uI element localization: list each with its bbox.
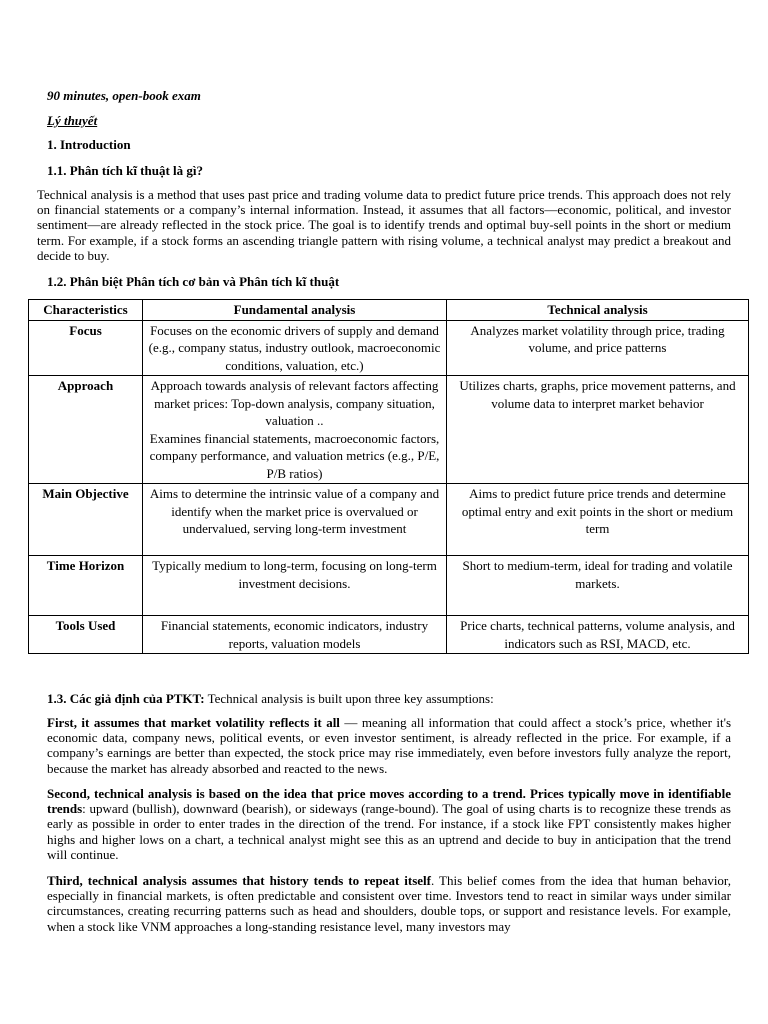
section-1-1-heading: 1.1. Phân tích kĩ thuật là gì? [47, 163, 204, 178]
fundamental-cell [143, 376, 447, 484]
section-1-3-heading-bold: 1.3. Các giả định của PTKT: [47, 691, 205, 706]
assumption-first-lead: First, it assumes that market volatility reflects it all [47, 715, 340, 730]
technical-cell: Utilizes charts, graphs, price movement patterns, and volume data to interpret market behavior [447, 376, 749, 484]
fundamental-approach-text: Approach towards analysis of relevant factors affecting market prices: Top-down analysis, company situation, valuation .. [150, 378, 439, 428]
column-header: Characteristics [29, 300, 143, 321]
intro-heading: 1. Introduction [47, 137, 131, 152]
assumption-third-body: . This belief comes from the idea that human behavior, especially in financial markets, is often predictable and consistent over time. Investors tend to react in similar ways under similar circumstances, creating recurring patterns such as head and shoulders, double tops, or support and resistance levels. For example, when a stock like VNM approaches a long-standing resistance level, many investors may [47, 873, 731, 934]
technical-cell: Analyzes market volatility through price, trading volume, and price patterns [447, 320, 749, 376]
theory-label: Lý thuyết [47, 113, 98, 128]
assumption-first-body: — meaning all information that could affect a stock’s price, whether it's economic data, company news, political events, or even investor sentiment, is already reflected in the price. For example, if a company’s earnings are better than expected, the stock price may rise immediately, even before investors fully analyze the report, because the market has already absorbed and reacted to the news. [47, 715, 731, 776]
table-row [29, 484, 749, 556]
section-1-1-paragraph: Technical analysis is a method that uses past price and trading volume data to predict future price trends. This approach does not rely on financial statements or a company’s internal information. Instead, it assumes that all factors—economic, political, and investor sentiment—are already reflected in the stock price. The goal is to identify trends and optimal buy-sell points in the short or medium term. For example, if a stock forms an ascending triangle pattern with rising volume, a technical analyst may predict a breakout and decide to buy. [37, 187, 731, 263]
column-header: Fundamental analysis [143, 300, 447, 321]
column-header: Technical analysis [447, 300, 749, 321]
section-1-2-heading: 1.2. Phân biệt Phân tích cơ bản và Phân tích kĩ thuật [47, 274, 340, 289]
table-row [29, 376, 749, 484]
fundamental-cell: Focuses on the economic drivers of supply and demand (e.g., company status, industry outlook, macroeconomic conditions, valuation, etc.) [143, 320, 447, 376]
characteristic-cell: Approach [29, 376, 143, 484]
technical-cell: Price charts, technical patterns, volume analysis, and indicators such as RSI, MACD, etc. [447, 616, 749, 654]
assumption-third-paragraph [47, 873, 731, 934]
fundamental-approach-extra: Examines financial statements, macroeconomic factors, company performance, and valuation metrics (e.g., P/E, P/B ratios) [149, 430, 440, 481]
assumption-third-lead: Third, technical analysis assumes that history tends to repeat itself [47, 873, 432, 888]
characteristic-cell: Time Horizon [29, 556, 143, 616]
section-1-3-heading [47, 691, 494, 707]
assumption-second-paragraph [47, 786, 731, 862]
exam-note: 90 minutes, open-book exam [47, 88, 201, 103]
assumption-second-body: : upward (bullish), downward (bearish), or sideways (range-bound). The goal of using charts is to recognize these trends as early as possible in order to enter trades in the direction of the trend. For instance, if a stock like FPT consistently makes higher highs and higher lows on a chart, a technical analyst might see this as an uptrend and decide to buy in anticipation that the trend will continue. [47, 801, 731, 862]
table-header-row [29, 300, 749, 321]
table-row [29, 556, 749, 616]
table-row [29, 320, 749, 376]
characteristic-cell: Tools Used [29, 616, 143, 654]
assumption-first-paragraph [47, 715, 731, 776]
comparison-table [28, 299, 749, 654]
technical-cell: Short to medium-term, ideal for trading and volatile markets. [447, 556, 749, 616]
fundamental-cell: Financial statements, economic indicators, industry reports, valuation models [143, 616, 447, 654]
assumption-second-lead: Second, technical analysis is based on the idea that price moves according to a trend. Prices typically move in identifiable trends [47, 786, 731, 817]
section-1-3-heading-rest: Technical analysis is built upon three key assumptions: [204, 691, 494, 706]
table-row [29, 616, 749, 654]
technical-cell: Aims to predict future price trends and determine optimal entry and exit points in the short or medium term [447, 484, 749, 556]
characteristic-cell: Focus [29, 320, 143, 376]
characteristic-cell: Main Objective [29, 484, 143, 556]
fundamental-cell: Typically medium to long-term, focusing on long-term investment decisions. [143, 556, 447, 616]
fundamental-cell: Aims to determine the intrinsic value of a company and identify when the market price is overvalued or undervalued, serving long-term investment [143, 484, 447, 556]
